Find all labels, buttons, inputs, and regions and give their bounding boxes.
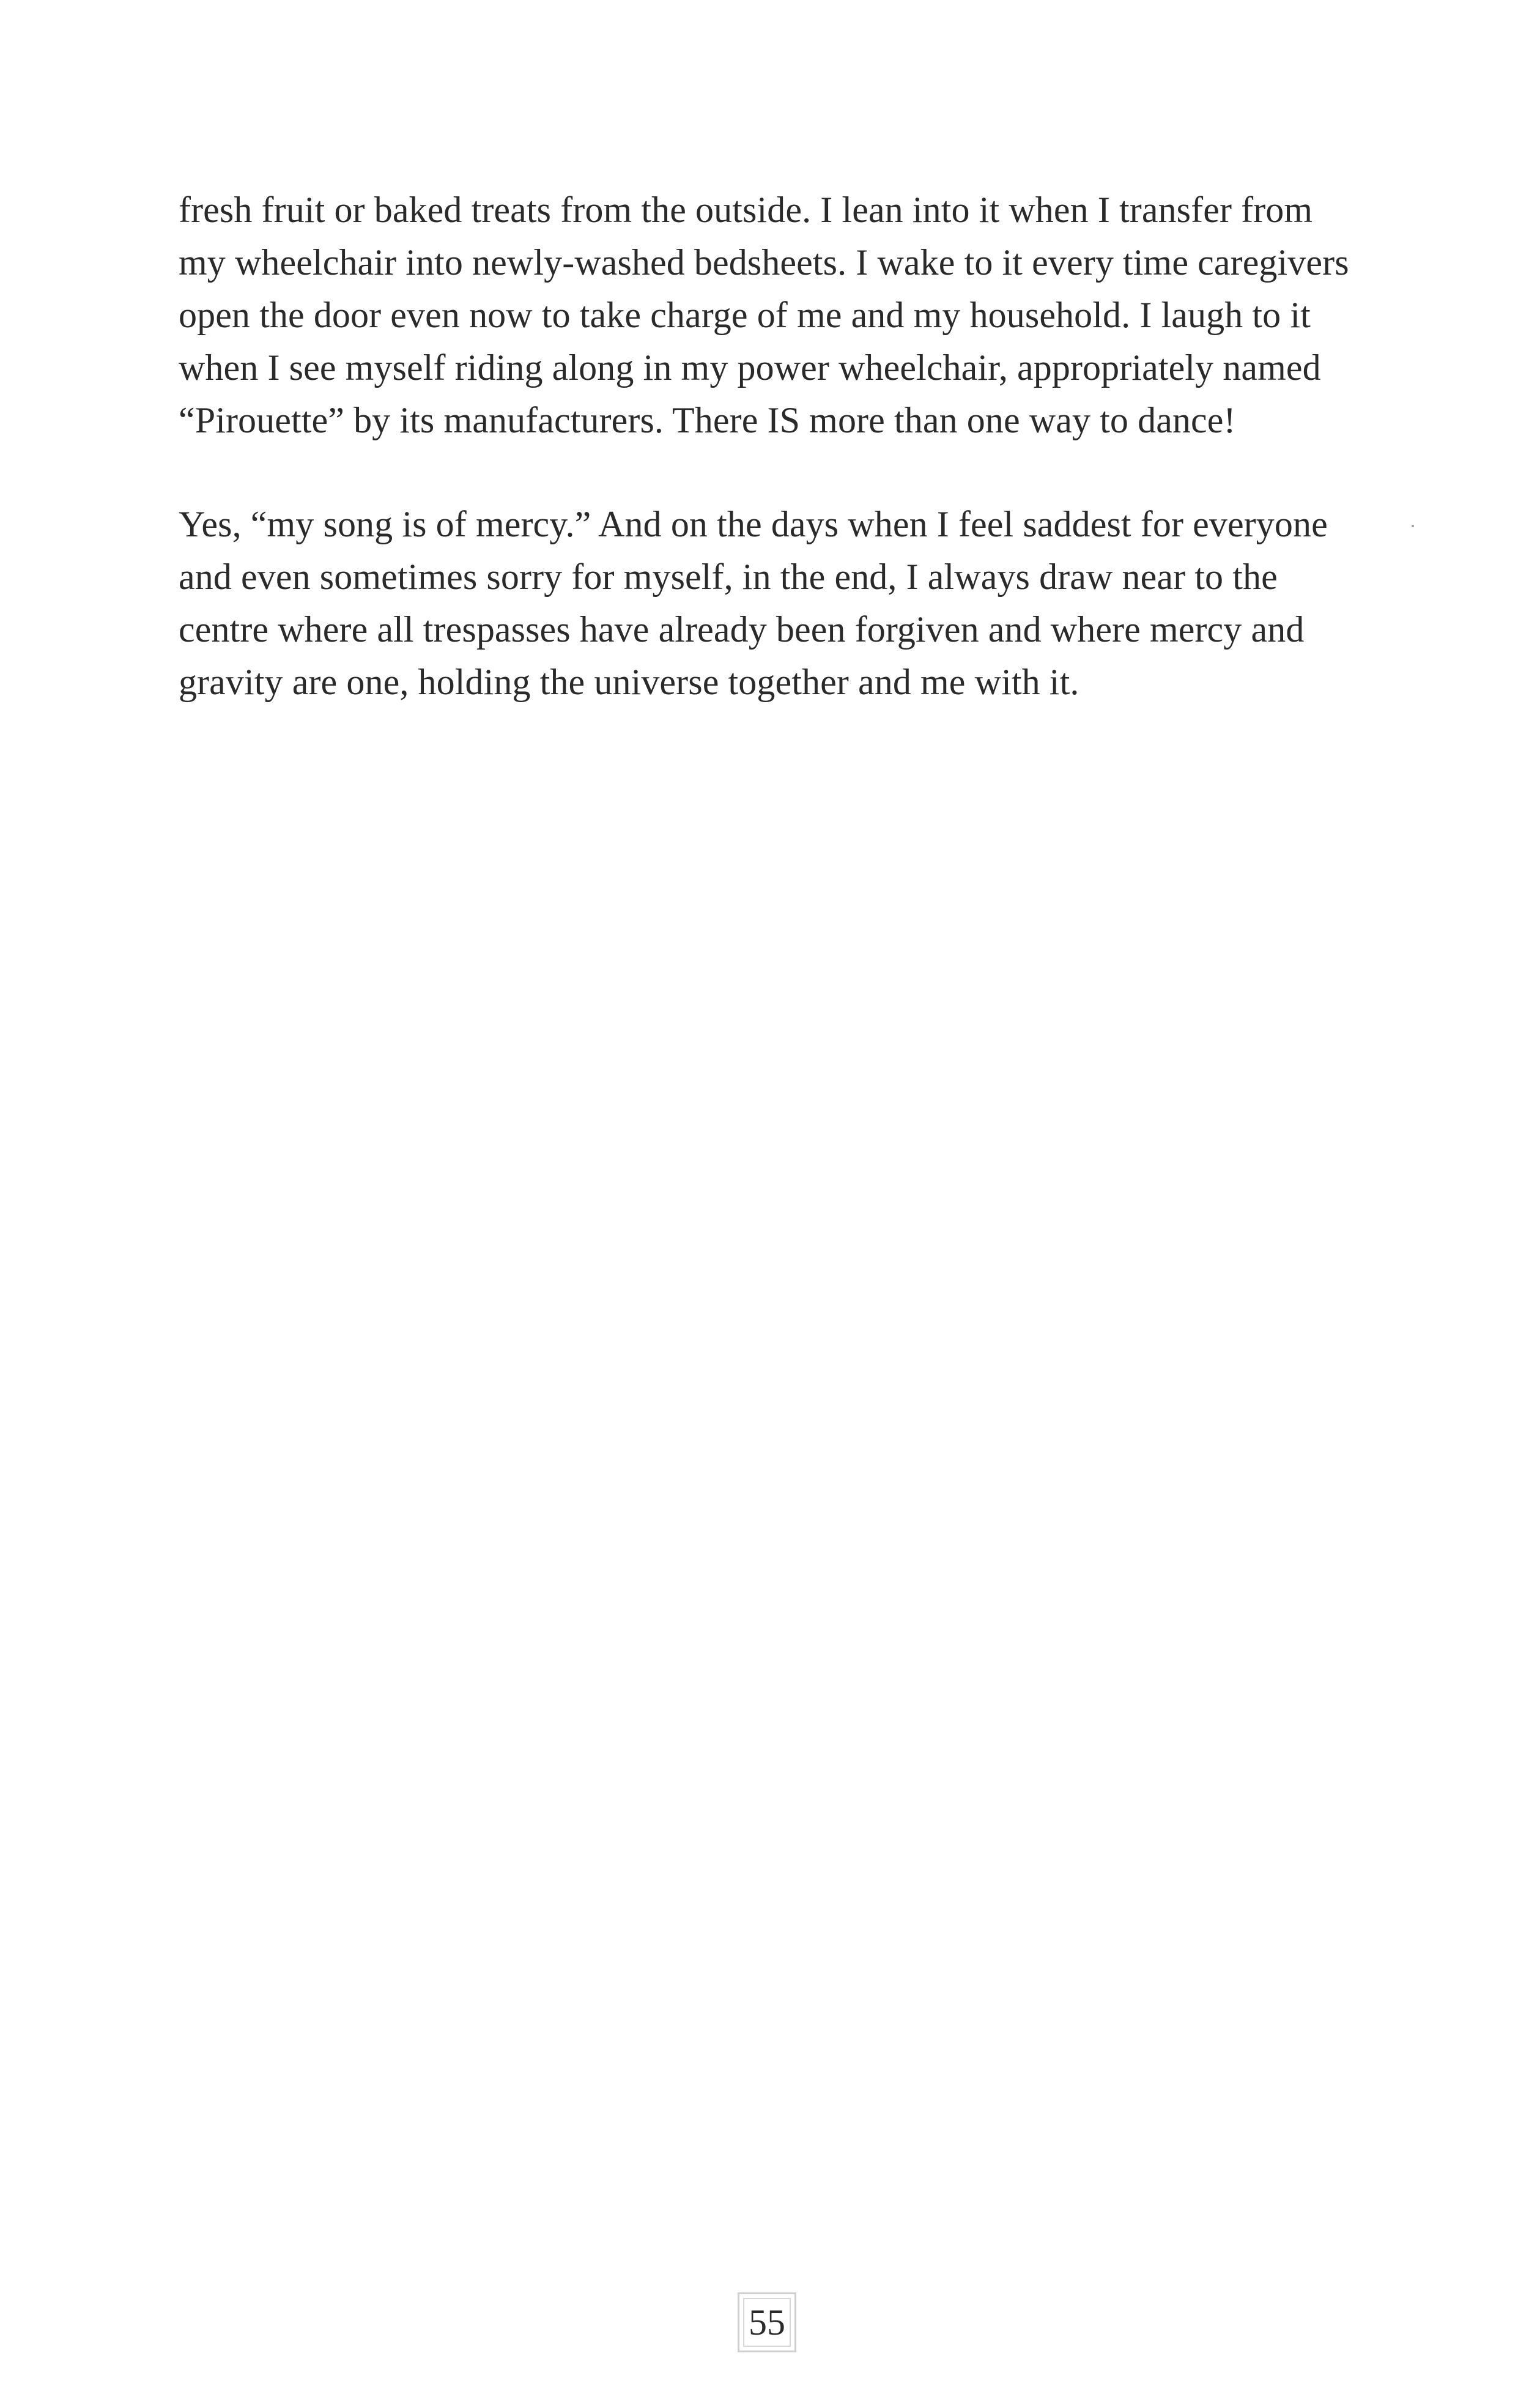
text-line: centre where all trespasses have already been forgiven and where mercy and [179, 609, 1305, 650]
text-line: Yes, “my song is of mercy.” And on the days when I feel saddest for everyone [179, 504, 1328, 544]
text-line: when I see myself riding along in my power wheelchair, appropriately named [179, 347, 1321, 388]
text-line: and even sometimes sorry for myself, in the end, I always draw near to the [179, 557, 1278, 597]
text-line: gravity are one, holding the universe together and me with it. [179, 662, 1079, 702]
text-line: my wheelchair into newly-washed bedsheets. I wake to it every time caregivers [179, 242, 1349, 283]
text-line: “Pirouette” by its manufacturers. There IS more than one way to dance! [179, 400, 1236, 440]
body-text [179, 183, 1371, 708]
text-line: fresh fruit or baked treats from the outside. I lean into it when I transfer from [179, 190, 1313, 230]
page-number: 55 [749, 2302, 785, 2343]
paragraph-2 [179, 498, 1371, 708]
text-line: open the door even now to take charge of me and my household. I laugh to it [179, 295, 1311, 335]
scan-speck [1412, 525, 1414, 527]
page-number-frame [738, 2292, 796, 2352]
paragraph-1 [179, 183, 1371, 446]
paragraph-spacer [179, 446, 1371, 498]
